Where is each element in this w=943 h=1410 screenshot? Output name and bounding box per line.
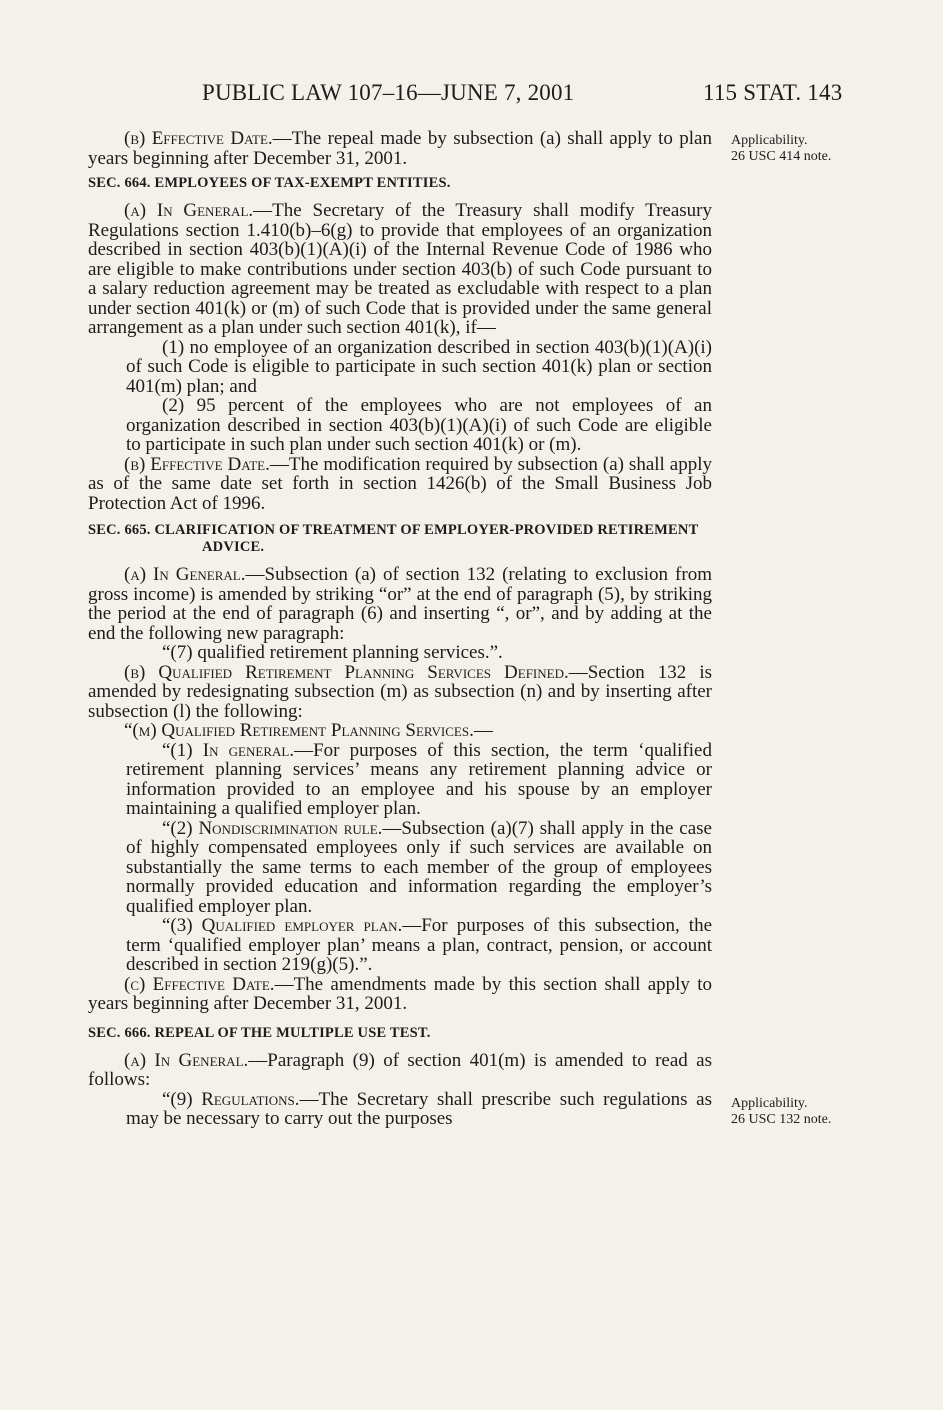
paragraph-666-a-9: “(9) Regulations.—The Secretary shall prescribe such regulations as may be necessary to carry out the purposes bbox=[126, 1088, 712, 1129]
margin-note-applicability-2: Applicability. 26 USC 132 note. bbox=[731, 1096, 832, 1127]
paragraph-664-a-1: (1) no employee of an organization described in section 403(b)(1)(A)(i) of such Code is eligible to participate in such section 401(k) plan or section 401(m) plan; and bbox=[126, 336, 712, 397]
paragraph-664-a-2: (2) 95 percent of the employees who are not employees of an organization described in section 403(b)(1)(A)(i) of such Code are eligible to participate in such plan under such section 401(k) or (m). bbox=[126, 395, 712, 455]
paragraph-664-a: (a) In General.—The Secretary of the Treasury shall modify Treasury Regulations section 1.410(b)–6(g) to provide that employees of an organization described in section 403(b)(1)(A)(i) of the Internal Revenue Code of 1986 who are eligible to make contributions under section 403(b) of such Code pursuant to a salary reduction agreement may be treated as excludable with respect to a plan under section 401(k) or (m) of such Code that is provided under the same general arrangement as a plan under such section 401(k), if— bbox=[88, 200, 713, 338]
paragraph-effective-date-663: (b) Effective Date.—The repeal made by subsection (a) shall apply to plan years beginning after December 31, 2001. bbox=[88, 128, 712, 169]
paragraph-665-a: (a) In General.—Subsection (a) of section 132 (relating to exclusion from gross income) is amended by striking “or” at the end of paragraph (5), by striking the period at the end of paragraph (6) and inserting “, or”, and by adding at the end the following new paragraph: bbox=[88, 564, 712, 644]
paragraph-666-a: (a) In General.—Paragraph (9) of section 401(m) is amended to read as follows: bbox=[88, 1049, 712, 1090]
paragraph-665-b: (b) Qualified Retirement Planning Services Defined.—Section 132 is amended by redesignating subsection (m) as subsection (n) and by inserting after subsection (l) the following: bbox=[88, 661, 713, 722]
section-heading-664: SEC. 664. EMPLOYEES OF TAX-EXEMPT ENTITIES. bbox=[88, 175, 451, 191]
paragraph-665-m-heading: “(m) Qualified Retirement Planning Services.— bbox=[124, 720, 493, 741]
statute-body bbox=[88, 129, 712, 1129]
section-heading-665: SEC. 665. CLARIFICATION OF TREATMENT OF EMPLOYER-PROVIDED RETIREMENT ADVICE. bbox=[88, 522, 699, 555]
paragraph-665-m-3: “(3) Qualified employer plan.—For purposes of this subsection, the term ‘qualified employer plan’ means a plan, contract, pension, or account described in section 219(g)(5).”. bbox=[126, 915, 713, 975]
running-header-title: PUBLIC LAW 107–16—JUNE 7, 2001 bbox=[202, 80, 575, 105]
paragraph-665-a-7: “(7) qualified retirement planning services.”. bbox=[162, 642, 503, 663]
section-heading-666: SEC. 666. REPEAL OF THE MULTIPLE USE TEST. bbox=[88, 1024, 431, 1041]
paragraph-665-m-1: “(1) In general.—For purposes of this section, the term ‘qualified retirement planning services’ means any retirement planning advice or information provided to an employee and his spouse by an employer maintaining a qualified employer plan. bbox=[126, 739, 712, 819]
paragraph-664-b: (b) Effective Date.—The modification required by subsection (a) shall apply as of the same date set forth in section 1426(b) of the Small Business Job Protection Act of 1996. bbox=[88, 453, 712, 514]
paragraph-665-c: (c) Effective Date.—The amendments made by this section shall apply to years beginning after December 31, 2001. bbox=[88, 973, 713, 1014]
running-header-page-ref: 115 STAT. 143 bbox=[703, 80, 843, 105]
paragraph-665-m-2: “(2) Nondiscrimination rule.—Subsection (a)(7) shall apply in the case of highly compensated employees only if such services are available on substantially the same terms to each member of the group of employees normally provided education and information regarding the employer’s qualified employer plan. bbox=[126, 817, 712, 917]
margin-note-applicability-1: Applicability. 26 USC 414 note. bbox=[731, 133, 832, 164]
